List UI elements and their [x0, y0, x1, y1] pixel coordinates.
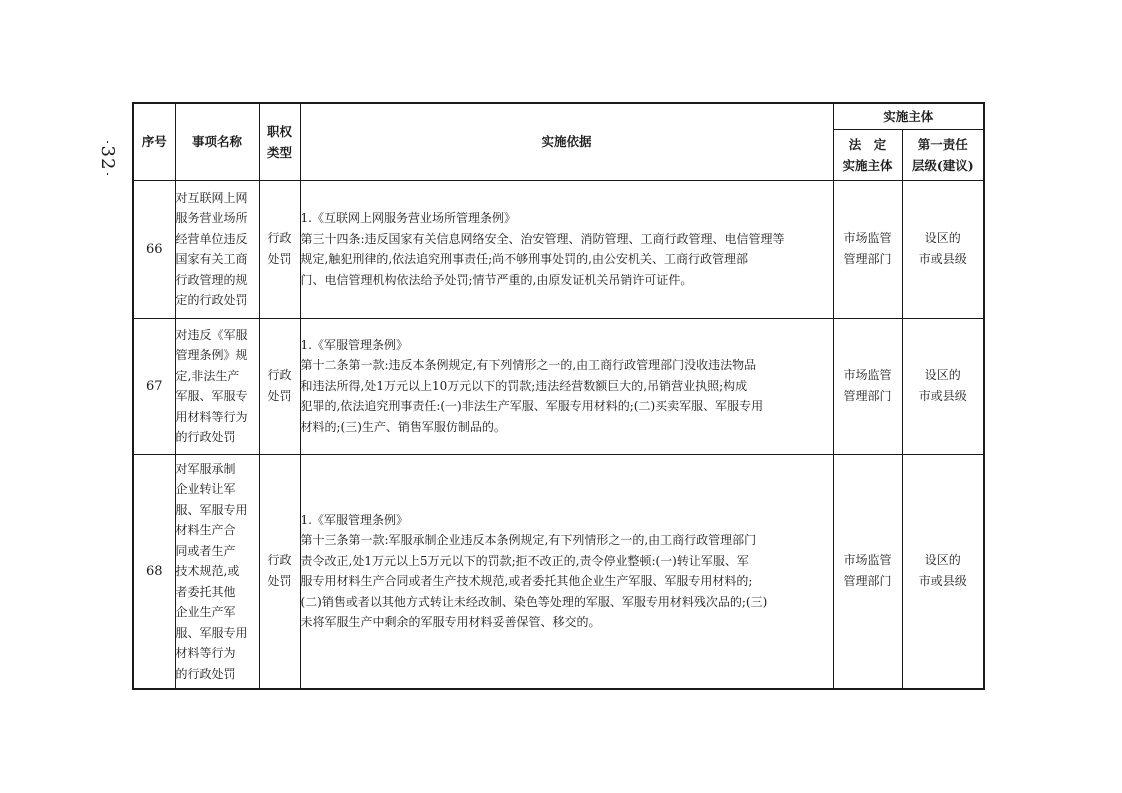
row-basis — [300, 318, 833, 454]
responsibility-line: 设区的 — [924, 368, 961, 382]
legal-subject-line: 市场监管 — [843, 368, 892, 382]
basis-line: 犯罪的,依法追究刑事责任:(一)非法生产军服、军服专用材料的;(二)买卖军服、军服专用 — [300, 399, 764, 414]
row-legal-subject — [833, 180, 902, 318]
basis-line: 和违法所得,处1万元以上10万元以下的罚款;违法经营数额巨大的,吊销营业执照;构成 — [300, 378, 748, 393]
basis-line: 责令改正,处1万元以上5万元以下的罚款;拒不改正的,责令停业整顿:(一)转让军服、军 — [300, 553, 749, 568]
power-type-line: 处罚 — [267, 252, 292, 266]
legal-subject-line: 管理部门 — [843, 252, 892, 266]
row-item-name — [175, 454, 259, 689]
item-name-line: 服、军服专用 — [175, 502, 248, 517]
item-name-line: 国家有关工商 — [175, 252, 248, 266]
basis-line: 门、电信管理机构依法给予处罚;情节严重的,由原发证机关吊销许可证件。 — [300, 272, 693, 287]
item-name-line: 服务营业场所 — [175, 211, 248, 225]
item-name-line: 材料等行为 — [175, 646, 236, 660]
responsibility-line: 市或县级 — [918, 574, 967, 589]
header-responsibility-line: 层级(建议) — [911, 157, 974, 173]
row-index: 67 — [133, 318, 175, 454]
power-type-line: 行政 — [267, 368, 292, 382]
header-row-top — [133, 103, 984, 129]
header-legal-subject-line: 实施主体 — [842, 157, 893, 173]
row-item-name — [175, 180, 259, 318]
page-number-dash-left — [108, 141, 109, 143]
header-power-type — [259, 103, 300, 180]
item-name-line: 者委托其他 — [175, 584, 236, 599]
header-power-type-line: 类型 — [266, 144, 292, 160]
item-name-line: 技术规范,或 — [175, 564, 240, 578]
item-name-line: 的行政处罚 — [175, 666, 236, 681]
item-name-line: 企业转让军 — [175, 482, 236, 496]
item-name-line: 对军服承制 — [175, 461, 236, 476]
page-number-text: 32 — [97, 145, 119, 171]
table-row — [133, 180, 984, 318]
item-name-line: 服、军服专用 — [175, 625, 248, 640]
row-power-type — [259, 180, 300, 318]
item-name-line: 对互联网上网 — [175, 190, 248, 205]
item-name-line: 定的行政处罚 — [175, 293, 248, 307]
table-row — [133, 318, 984, 454]
header-basis: 实施依据 — [300, 103, 833, 180]
basis-line: 材料的;(三)生产、销售军服仿制品的。 — [300, 419, 506, 434]
row-basis — [300, 180, 833, 318]
header-responsibility-line: 第一责任 — [917, 136, 968, 152]
responsibility-line: 市或县级 — [918, 389, 967, 403]
responsibility-line: 设区的 — [924, 553, 961, 568]
responsibility-line: 市或县级 — [918, 252, 967, 266]
basis-line: 未将军服生产中剩余的军服专用材料妥善保管、移交的。 — [300, 615, 601, 630]
header-item-name: 事项名称 — [175, 103, 259, 180]
item-name-line: 定,非法生产 — [175, 368, 240, 383]
legal-subject-line: 市场监管 — [843, 231, 892, 245]
item-name-line: 军服、军服专 — [175, 389, 248, 403]
table-row — [133, 454, 984, 689]
power-type-line: 行政 — [267, 553, 292, 568]
item-name-line: 管理条例》规 — [175, 348, 248, 362]
item-name-line: 对违反《军服 — [175, 327, 248, 342]
header-power-type-line: 职权 — [266, 123, 292, 139]
row-basis — [300, 454, 833, 689]
item-name-line: 的行政处罚 — [175, 430, 236, 444]
header-responsibility-level — [902, 129, 984, 180]
row-responsibility-level — [902, 318, 984, 454]
basis-line: (二)销售或者以其他方式转让未经改制、染色等处理的军服、军服专用材料残次品的;(三) — [300, 594, 768, 609]
header-legal-subject — [833, 129, 902, 180]
power-type-line: 处罚 — [267, 574, 292, 589]
item-name-line: 同或者生产 — [175, 543, 236, 558]
header-legal-subject-line: 法 定 — [848, 136, 887, 152]
item-name-line: 用材料等行为 — [175, 409, 248, 424]
item-name-line: 经营单位违反 — [175, 231, 248, 246]
power-type-line: 处罚 — [267, 389, 292, 403]
basis-line: 规定,触犯刑律的,依法追究刑事责任;尚不够刑事处罚的,由公安机关、工商行政管理部 — [300, 252, 748, 266]
regulation-table — [132, 102, 985, 690]
item-name-line: 企业生产军 — [175, 605, 236, 619]
basis-line: 1.《军服管理条例》 — [300, 512, 408, 527]
basis-line: 第十三条第一款:军服承制企业违反本条例规定,有下列情形之一的,由工商行政管理部门 — [300, 533, 757, 548]
page-number-dash-right — [108, 173, 109, 175]
row-legal-subject — [833, 318, 902, 454]
item-name-line: 行政管理的规 — [175, 272, 248, 287]
legal-subject-line: 管理部门 — [843, 389, 892, 403]
basis-line: 1.《互联网上网服务营业场所管理条例》 — [300, 211, 516, 225]
row-legal-subject — [833, 454, 902, 689]
row-index: 66 — [133, 180, 175, 318]
row-index: 68 — [133, 454, 175, 689]
header-subject-group: 实施主体 — [833, 103, 984, 129]
basis-line: 第十二条第一款:违反本条例规定,有下列情形之一的,由工商行政管理部门没收违法物品 — [300, 358, 757, 373]
row-power-type — [259, 454, 300, 689]
legal-subject-line: 市场监管 — [843, 553, 892, 568]
header-index: 序号 — [133, 103, 175, 180]
row-responsibility-level — [902, 180, 984, 318]
row-power-type — [259, 318, 300, 454]
row-item-name — [175, 318, 259, 454]
item-name-line: 材料生产合 — [175, 523, 236, 537]
responsibility-line: 设区的 — [924, 231, 961, 245]
basis-line: 服专用材料生产合同或者生产技术规范,或者委托其他企业生产军服、军服专用材料的; — [300, 574, 753, 589]
power-type-line: 行政 — [267, 231, 292, 245]
basis-line: 1.《军服管理条例》 — [300, 337, 408, 352]
row-responsibility-level — [902, 454, 984, 689]
basis-line: 第三十四条:违反国家有关信息网络安全、治安管理、消防管理、工商行政管理、电信管理等 — [300, 231, 785, 246]
legal-subject-line: 管理部门 — [843, 574, 892, 589]
